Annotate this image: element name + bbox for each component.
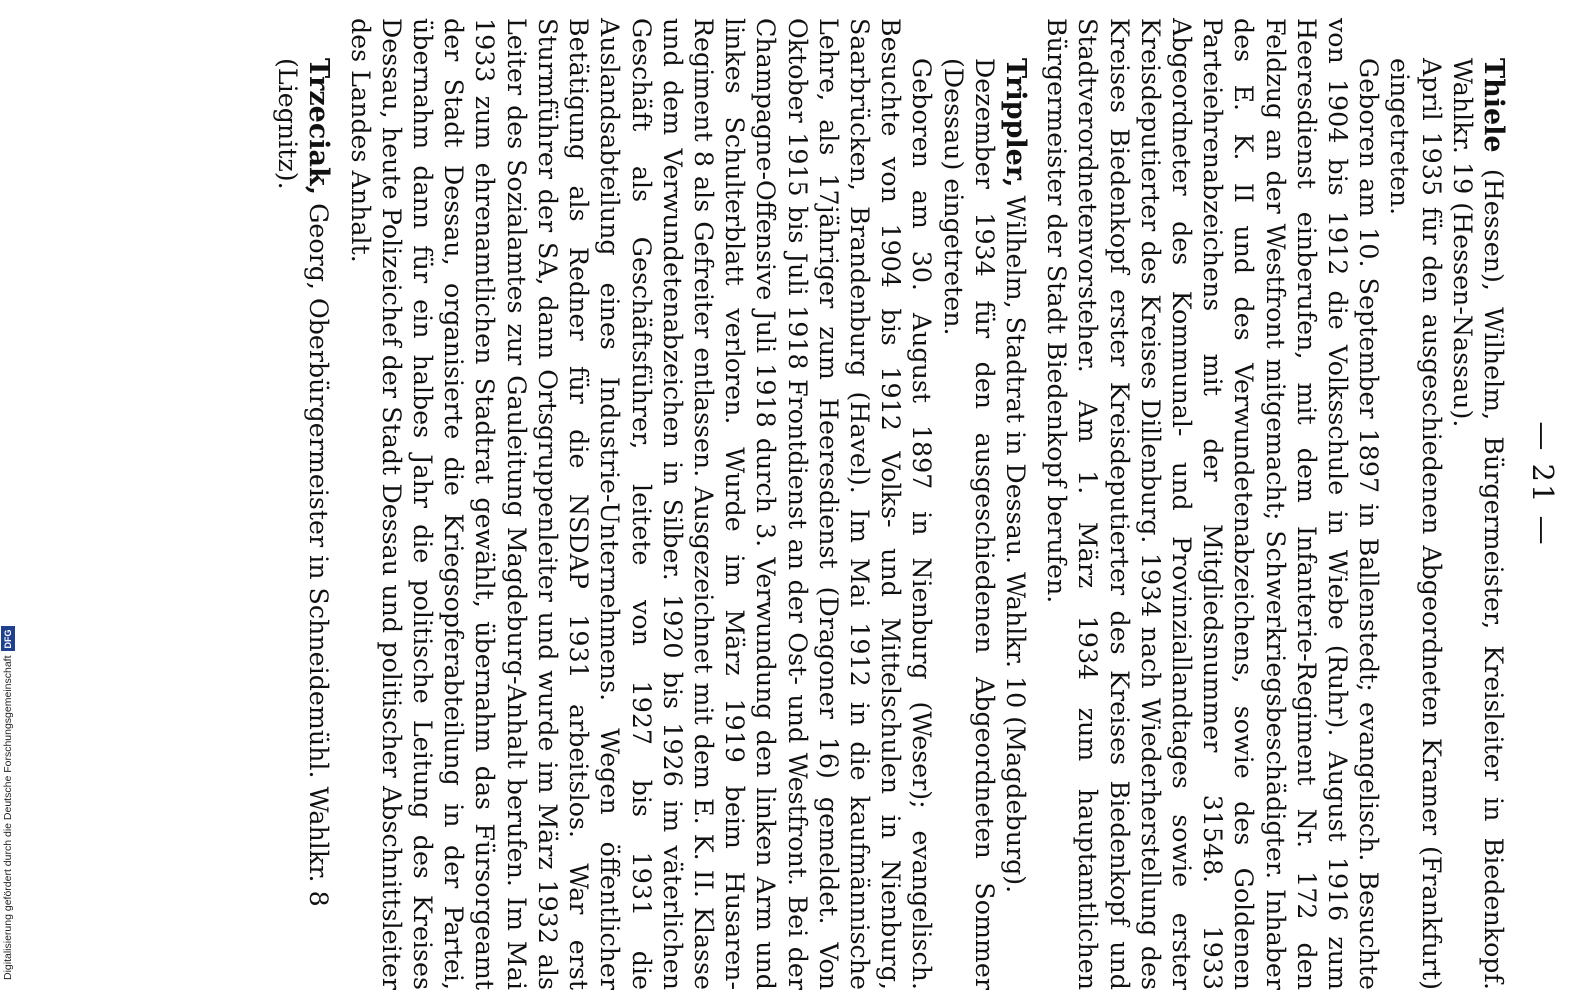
entry-name: Trzeciak, (303, 58, 335, 196)
digitization-credit (0, 600, 22, 980)
entry-name: Trippler, (999, 58, 1031, 188)
entry-heading-text: (Hessen), Wilhelm, Bürgermeister, Kreisleiter in Biedenkopf. Wahlkr. 19 (Hessen-Nassau). (1447, 58, 1508, 991)
entry-thiele (1041, 18, 1509, 990)
entry-trzeciak (272, 18, 334, 990)
page-number: — 21 — (1526, 421, 1560, 547)
page-content (272, 18, 1561, 990)
credit-text: Digitalisierung gefördert durch die Deutsche Forschungsgemeinschaft (2, 655, 14, 980)
entry-biography: Geboren am 30. August 1897 in Nienburg (Weser); evangelisch. Besuchte von 1904 bis 1912 Volks- und Mittelschulen in Nienburg, Saarbrücken, Brandenburg (Havel). Im Mai 1912 in die kaufmännische Lehre, als 17jähriger zum Heeresdienst (Dragoner 16) gemeldet. Von Oktober 1915 bis Juli 1918 Frontdienst an der Ost- und Westfront. Bei der Champagne-Offensive Juli 1918 durch 3. Verwundung den linken Arm und linkes Schulterblatt verloren. Wurde im März 1919 beim Husaren-Regiment 8 als Gefreiter entlassen. Ausgezeichnet mit dem E. K. II. Klasse und dem Verwundetenabzeichen in Silber. 1920 bis 1926 im väterlichen Geschäft als Geschäftsführer, leitete von 1927 bis 1931 die Auslandsabteilung eines Industrie-Unternehmens. Wegen öffentlicher Betätigung als Redner für die NSDAP 1931 arbeitslos. War erst Sturmführer der SA, dann Ortsgruppenleiter und wurde im März 1932 als Leiter des Sozialamtes zur Gauleitung Magdeburg-Anhalt berufen. Im Mai 1933 zum ehrenamtlichen Stadtrat gewählt, übernahm das Fürsorgeamt der Stadt Dessau, organisierte die Kriegsopferabteilung in der Partei, übernahm dann für ein halbes Jahr die politische Leitung des Kreises Dessau, heute Polizeichef der Stadt Dessau und politischer Abschnittsleiter des Landes Anhalt. (345, 18, 937, 990)
entry-name: Thiele (1478, 58, 1509, 153)
entry-biography: Geboren am 10. September 1897 in Ballenstedt; evangelisch. Besuchte von 1904 bis 1912 die Volksschule in Wiebe (Ruhr). August 1916 zum Heeresdienst einberufen, mit dem Infanterie-Regiment Nr. 172 den Feldzug an der Westfront mitgemacht; Schwerkriegsbeschädigter. Inhaber des E. K. II und des Verwundetenabzeichens, sowie des Goldenen Parteiehrenabzeichens mit der Mitgliedsnummer 31548. 1933 Abgeordneter des Kommunal- und Provinziallandtages sowie erster Kreisdeputierter des Kreises Dillenburg. 1934 nach Wiederherstellung des Kreises Biedenkopf erster Kreisdeputierter des Kreises Biedenkopf und Stadtverordnetenvorsteher. Am 1. März 1934 zum hauptamtlichen Bürgermeister der Stadt Biedenkopf berufen. (1042, 18, 1384, 990)
entry-heading-continuation: April 1935 für den ausgeschiedenen Abgeordneten Kramer (Frankfurt) eingetreten. (1385, 58, 1446, 990)
entry-heading-text: Georg, Oberbürgermeister in Schneidemühl. Wahlkr. 8 (304, 203, 334, 907)
entry-heading-continuation: Dezember 1934 für den ausgeschiedenen Abgeordneten Sommer (Dessau) eingetreten. (938, 58, 999, 990)
dfg-logo: DFG (1, 626, 15, 651)
entry-heading (937, 18, 1031, 990)
entry-trippler (344, 18, 1030, 990)
entry-heading-continuation: (Liegnitz). (273, 58, 303, 190)
entry-heading (272, 18, 334, 990)
entry-heading (1384, 18, 1509, 990)
entry-heading-text: Wilhelm, Stadtrat in Dessau. Wahlkr. 10 (Magdeburg). (1000, 195, 1030, 894)
